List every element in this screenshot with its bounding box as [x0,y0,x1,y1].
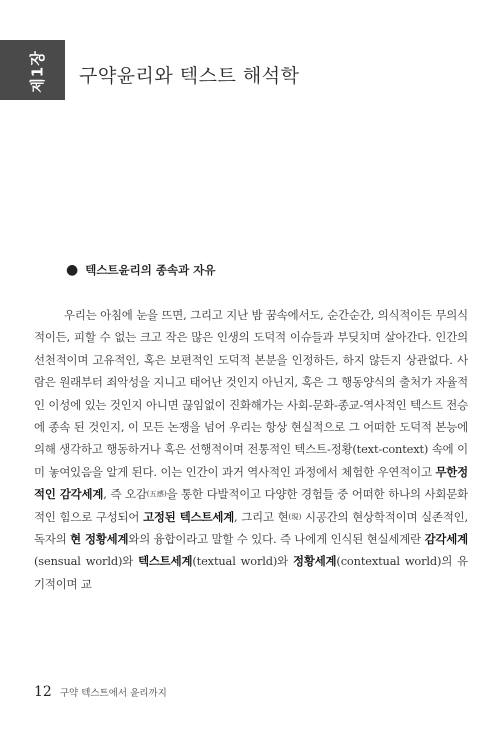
text-run: (sensual world)와 [34,554,139,569]
chapter-label-text: 제1장 [28,49,47,93]
text-run: 을 통한 다발적이고 다양한 경험들 중 어떠한 하나의 사회문화적인 힘으로 구성되어 [34,487,468,524]
emphasis-text: 감각세계 [424,532,468,547]
body-paragraph [34,304,468,595]
emphasis-text: 고정된 텍스트세계 [143,509,235,524]
hanja-annotation: (五感) [146,490,167,499]
page-footer [34,684,167,700]
text-run: 시공간의 현상학적이며 실존적인, 독자의 [34,509,469,547]
text-run: (contextual world)의 유기적이며 교 [34,554,469,591]
text-run: , 그리고 현 [234,509,289,524]
emphasis-text: 정황세계 [292,554,337,569]
text-run: (textual world)와 [192,554,293,569]
text-run: , 즉 오감 [103,487,147,502]
chapter-label [22,44,52,98]
emphasis-text: 현 정황세계 [70,532,129,547]
page-number: 12 [34,684,52,700]
text-run: 와의 융합이라고 말할 수 있다. 즉 나에게 인식된 현실세계란 [128,532,425,547]
chapter-title: 구약윤리와 텍스트 해석학 [79,65,300,87]
bullet-icon: ● [66,262,79,278]
section-heading [66,262,215,278]
text-run: 우리는 아침에 눈을 뜨면, 그리고 지난 밤 꿈속에서도, 순간순간, 의식적이든 무의식적이든, 피할 수 없는 크고 작은 많은 인생의 도덕적 이슈들과 부딪치며 살아간다. 인간의 선천적이며 고유적인, 혹은 보편적인 도덕적 본분을 인정하든, 하지 않든지 상관없다. 사람은 원래부터 죄악성을 지니고 태어난 것인지 아닌지, 혹은 그 행동양식의 출처가 자율적인 이성에 있는 것인지 아니면 끊임없이 진화해가는 사회-문화-종교-역사적인 텍스트 전승에 종속 된 것인지, 이 모든 논쟁을 넘어 우리는 항상 현실적으로 그 어떠한 도덕적 본능에 의해 생각하고 행동하거나 혹은 선행적이며 전통적인 텍스트-정황(text-context) 속에 이미 놓여있음을 알게 된다. 이는 인간이 과거 역사적인 과정에서 체험한 우연적이고 [34,308,468,479]
emphasis-text: 텍스트세계 [138,554,193,569]
emphasis-text: 무한정적인 감각세계 [34,464,468,502]
running-title: 구약 텍스트에서 윤리까지 [59,688,167,699]
section-heading-text: 텍스트윤리의 종속과 자유 [85,263,216,277]
hanja-annotation: (現) [288,512,302,521]
